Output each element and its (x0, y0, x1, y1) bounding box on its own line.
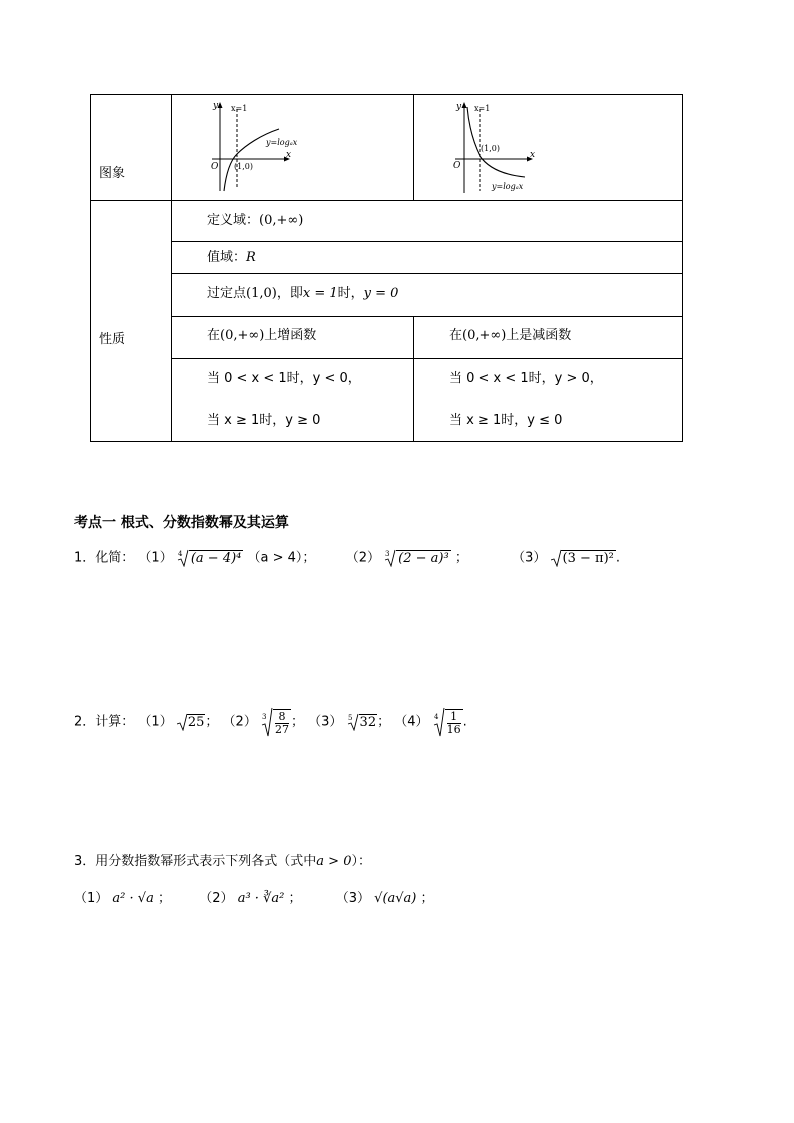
q1-part1-cond: （a > 4）； (247, 550, 316, 566)
decreasing-suffix: 上是减函数 (506, 328, 572, 343)
y-axis-label: y (213, 101, 219, 111)
radical-index: 4 (433, 713, 439, 721)
decreasing-cell (449, 328, 571, 344)
q1-part2-label: （2） (345, 550, 380, 566)
q3-number-end: ）： (351, 854, 371, 869)
left-case-2: 当 x ≥ 1时，y ≥ 0 (207, 413, 321, 428)
q2-part1-end: ； (205, 714, 219, 730)
range-label: 值域： (207, 250, 247, 265)
fixed-point-suffix: ，即 (276, 286, 303, 301)
q1-number: 1．化简： (74, 550, 135, 566)
q1-part3-expr: (3 − π)² (562, 550, 614, 566)
q2-part2-fraction (273, 709, 291, 736)
radical-index: 3 (385, 550, 390, 558)
q2-number: 2．计算： (74, 714, 135, 730)
graph-increasing-log (206, 99, 316, 195)
q3-part1-expr: a² · √a (112, 891, 154, 906)
asymptote-label: x=1 (474, 104, 491, 113)
q3-part3-label: （3） (335, 891, 371, 906)
q2-part3-radical (347, 713, 359, 731)
point-label: (1,0) (234, 162, 253, 171)
q3-part2-expr: a³ · ∛a² (237, 891, 285, 906)
x-axis-label: x (286, 150, 292, 160)
curve-label: y=logₐx (266, 138, 298, 147)
increasing-cell (207, 328, 316, 344)
q3-part2-end: ； (288, 891, 302, 906)
q1-part2-end: ； (454, 550, 468, 566)
point-label: (1,0) (481, 144, 500, 153)
origin-label: O (453, 161, 461, 171)
range-value: R (246, 250, 256, 265)
radical-index: 4 (177, 550, 183, 558)
q2-part4-denominator: 16 (446, 722, 461, 736)
fixed-point-time: 时， (337, 286, 364, 301)
q3-number: 3．用分数指数幂形式表示下列各式（式中 (74, 854, 317, 869)
q2-part2-numerator: 8 (278, 709, 286, 723)
q2-part4-end: . (462, 714, 467, 730)
q2-part4-radical (433, 707, 445, 737)
q1-part2-radical (384, 549, 396, 567)
domain-row (207, 213, 303, 229)
fixed-point-cond: x = 1 (302, 286, 338, 301)
q3-part2-label: （2） (199, 891, 234, 906)
q2-part2-end: ； (290, 714, 304, 730)
q1-part3-label: （3） (512, 550, 547, 566)
row-label-graph: 图象 (99, 166, 126, 181)
x-axis-label: x (530, 150, 536, 160)
fixed-point-result: y = 0 (363, 286, 399, 301)
section-title: 考点一 根式、分数指数幂及其运算 (74, 515, 289, 531)
decreasing-prefix: 在 (449, 328, 463, 343)
range-row (207, 250, 256, 266)
q1-part3-radical (551, 549, 561, 567)
domain-label: 定义域： (207, 213, 260, 228)
radical-index: 5 (347, 714, 353, 722)
q2-part4-label: （4） (394, 714, 429, 730)
right-case-1: 当 0 < x < 1时，y > 0， (449, 371, 603, 386)
question-3-stem (74, 853, 371, 871)
asymptote-label: x=1 (231, 104, 248, 113)
q1-part1-expr: (a − 4)⁴ (190, 550, 242, 566)
q3-part1-label: （1） (74, 891, 109, 906)
y-axis-label: y (456, 102, 462, 112)
question-1 (74, 549, 620, 568)
q2-part3-expr: 32 (359, 714, 377, 730)
decreasing-interval: (0,+∞) (462, 328, 507, 343)
q2-part2-radical (261, 707, 273, 737)
q3-condition: a > 0 (316, 854, 352, 869)
q3-part1-end: ； (157, 891, 171, 906)
fixed-point-value: (1,0) (246, 286, 277, 301)
q2-part1-expr: 25 (187, 714, 205, 730)
left-case-1: 当 0 < x < 1时，y < 0， (207, 371, 361, 386)
right-case-2: 当 x ≥ 1时，y ≤ 0 (449, 413, 563, 428)
q3-part3-end: ； (420, 891, 434, 906)
domain-value: (0,+∞) (259, 213, 304, 228)
radical-index: 3 (261, 713, 267, 721)
q2-part3-label: （3） (308, 714, 343, 730)
origin-label: O (211, 162, 219, 172)
q1-part2-expr: (2 − a)³ (398, 550, 449, 566)
log-property-table (90, 94, 683, 442)
question-2 (74, 707, 467, 737)
row-label-property: 性质 (99, 332, 126, 347)
q2-part4-numerator: 1 (450, 709, 458, 723)
increasing-interval: (0,+∞) (220, 328, 265, 343)
curve-label: y=logₐx (492, 182, 524, 191)
graph-decreasing-log (447, 99, 557, 195)
q2-part2-denominator: 27 (274, 722, 289, 736)
q1-part1-radical (177, 549, 189, 567)
q1-part1-label: （1） (138, 550, 173, 566)
q2-part2-label: （2） (222, 714, 257, 730)
fixed-point-row (207, 286, 398, 302)
q2-part1-radical (177, 713, 187, 731)
q2-part3-end: ； (377, 714, 391, 730)
q1-part3-end: . (615, 550, 621, 566)
increasing-suffix: 上增函数 (264, 328, 317, 343)
increasing-prefix: 在 (207, 328, 221, 343)
question-3-parts (74, 890, 434, 908)
fixed-point-prefix: 过定点 (207, 286, 247, 301)
q3-part3-expr: √(a√a) (374, 891, 417, 906)
q2-part4-fraction (445, 709, 463, 736)
q2-part1-label: （1） (138, 714, 173, 730)
